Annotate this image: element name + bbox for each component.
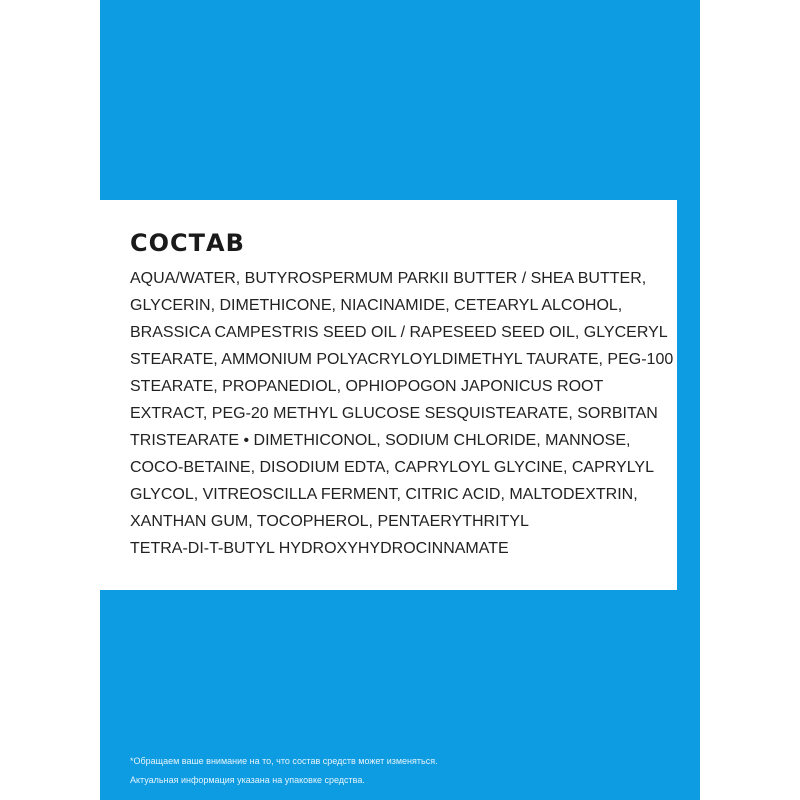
footnote-line-2: Актуальная информация указана на упаковке средства. [130,775,365,785]
ingredients-title: СОСТАВ [130,229,245,257]
ingredient-line: XANTHAN GUM, TOCOPHEROL, PENTAERYTHRITYL [130,513,529,530]
ingredients-card [100,200,677,590]
ingredient-line: COCO-BETAINE, DISODIUM EDTA, CAPRYLOYL GLYCINE, CAPRYLYL [130,459,654,476]
footnote-line-1: *Обращаем ваше внимание на то, что состав средств может изменяться. [130,756,438,766]
ingredient-line: BRASSICA CAMPESTRIS SEED OIL / RAPESEED SEED OIL, GLYCERYL [130,324,668,341]
disclaimer-footnote [130,752,438,790]
ingredients-list [130,265,674,562]
ingredient-line: GLYCOL, VITREOSCILLA FERMENT, CITRIC ACID, MALTODEXTRIN, [130,486,638,503]
ingredient-line: GLYCERIN, DIMETHICONE, NIACINAMIDE, CETEARYL ALCOHOL, [130,297,623,314]
ingredient-line: STEARATE, AMMONIUM POLYACRYLOYLDIMETHYL TAURATE, PEG-100 [130,351,674,368]
ingredient-line: TETRA-DI-T-BUTYL HYDROXYHYDROCINNAMATE [130,540,509,557]
ingredient-line: EXTRACT, PEG-20 METHYL GLUCOSE SESQUISTEARATE, SORBITAN [130,405,658,422]
ingredient-line: STEARATE, PROPANEDIOL, OPHIOPOGON JAPONICUS ROOT [130,378,604,395]
ingredient-line: AQUA/WATER, BUTYROSPERMUM PARKII BUTTER / SHEA BUTTER, [130,270,647,287]
ingredient-line: TRISTEARATE • DIMETHICONOL, SODIUM CHLORIDE, MANNOSE, [130,432,631,449]
